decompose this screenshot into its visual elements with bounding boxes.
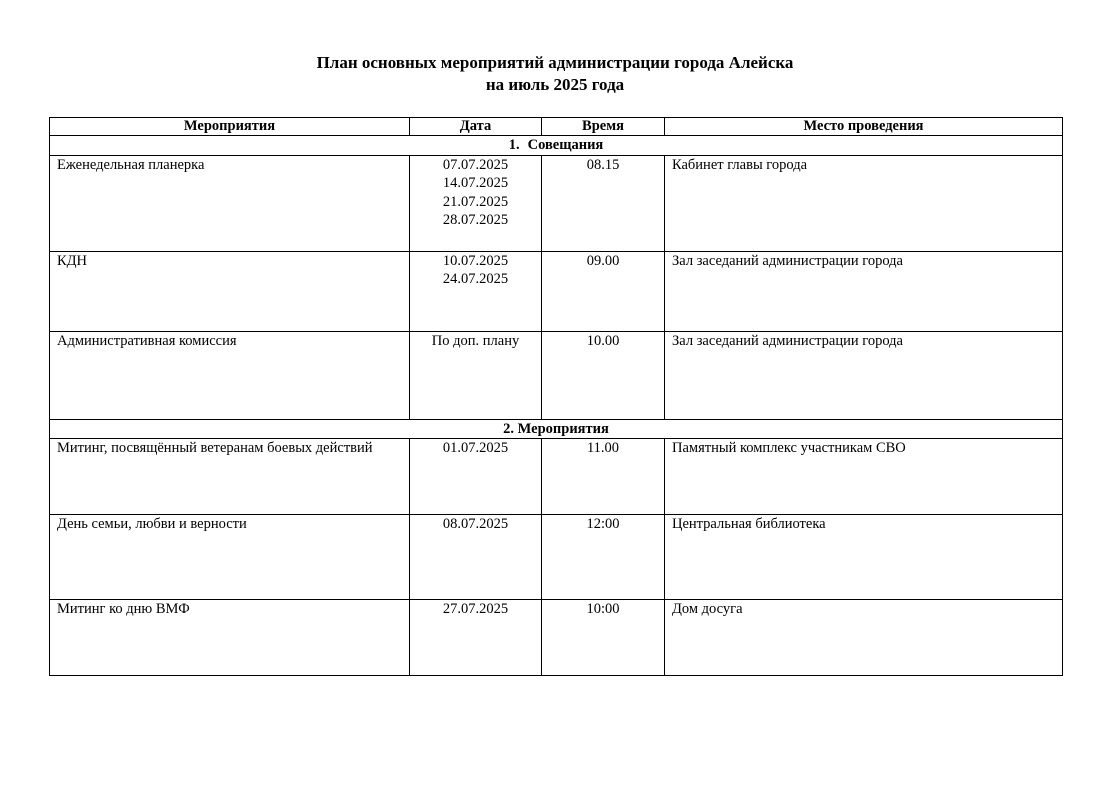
section-row-meetings	[50, 136, 1063, 156]
date-value: 01.07.2025	[442, 440, 509, 456]
date-value: 28.07.2025	[442, 212, 509, 228]
date-value: 24.07.2025	[442, 271, 509, 287]
table-row	[50, 331, 1063, 419]
date-value: 27.07.2025	[442, 601, 509, 617]
date-cell	[410, 251, 542, 331]
time-cell: 08.15	[542, 155, 665, 251]
date-value: 14.07.2025	[442, 175, 509, 191]
place-cell: Зал заседаний администрации города	[665, 251, 1063, 331]
date-value: 07.07.2025	[442, 156, 509, 173]
date-cell	[410, 515, 542, 600]
section-title	[50, 419, 1063, 439]
time-cell: 10.00	[542, 331, 665, 419]
date-cell	[410, 331, 542, 419]
time-cell: 11.00	[542, 439, 665, 515]
title-line-2: на июль 2025 года	[485, 75, 625, 94]
section-title	[50, 136, 1063, 156]
table-header-row	[50, 118, 1063, 136]
header-time: Время	[542, 118, 665, 136]
date-cell	[410, 155, 542, 251]
title-line-1: План основных мероприятий администрации города Алейска	[316, 53, 794, 72]
table-row	[50, 515, 1063, 600]
header-place: Место проведения	[665, 118, 1063, 136]
date-value: 21.07.2025	[442, 193, 509, 210]
event-cell: Еженедельная планерка	[50, 155, 410, 251]
place-cell: Дом досуга	[665, 600, 1063, 676]
event-cell: Митинг ко дню ВМФ	[50, 600, 410, 676]
date-value: 08.07.2025	[442, 516, 509, 532]
place-cell: Кабинет главы города	[665, 155, 1063, 251]
time-cell: 12:00	[542, 515, 665, 600]
header-event: Мероприятия	[50, 118, 410, 136]
table-row	[50, 251, 1063, 331]
event-cell: Митинг, посвящённый ветеранам боевых действий	[50, 439, 410, 515]
events-plan-table	[49, 117, 1063, 676]
table-row	[50, 600, 1063, 676]
header-date: Дата	[410, 118, 542, 136]
section-number: 2.	[503, 420, 515, 437]
time-cell: 09.00	[542, 251, 665, 331]
place-cell: Зал заседаний администрации города	[665, 331, 1063, 419]
event-cell: Административная комиссия	[50, 331, 410, 419]
document-title	[0, 52, 1110, 96]
event-cell: День семьи, любви и верности	[50, 515, 410, 600]
table-row	[50, 439, 1063, 515]
date-cell	[410, 439, 542, 515]
date-value: 10.07.2025	[442, 252, 509, 269]
place-cell: Центральная библиотека	[665, 515, 1063, 600]
time-cell: 10:00	[542, 600, 665, 676]
section-label: Мероприятия	[517, 420, 609, 437]
table-row	[50, 155, 1063, 251]
section-label: Совещания	[527, 137, 604, 153]
place-cell: Памятный комплекс участникам СВО	[665, 439, 1063, 515]
date-value: По доп. плану	[431, 332, 520, 349]
date-cell	[410, 600, 542, 676]
section-number: 1.	[508, 137, 520, 153]
event-cell: КДН	[50, 251, 410, 331]
section-row-events	[50, 419, 1063, 439]
